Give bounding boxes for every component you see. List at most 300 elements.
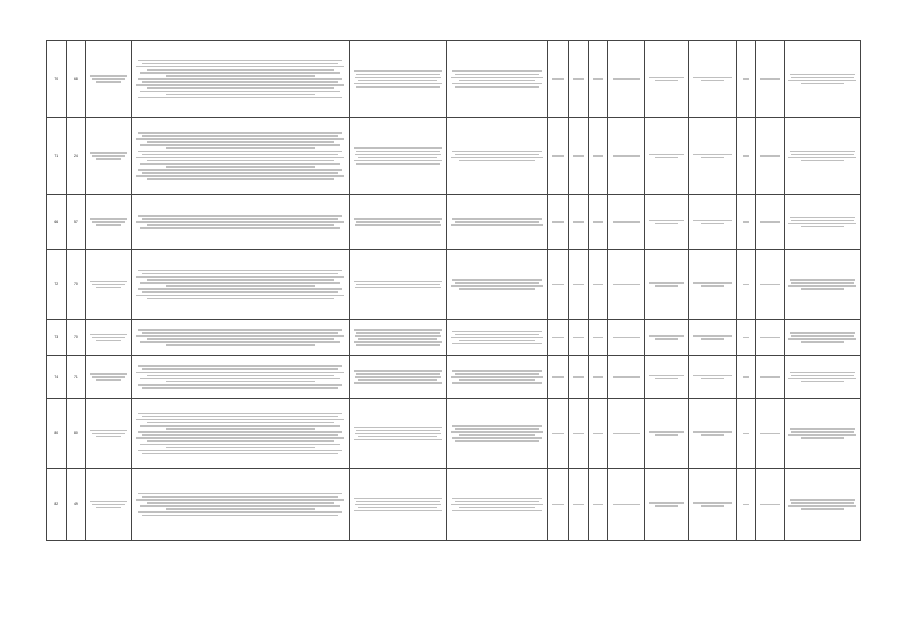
text-line [451,77,542,79]
text-line [147,338,334,340]
text-line [147,87,334,89]
route-id-cell [66,195,86,250]
text-line [801,508,844,510]
text-line [655,285,678,287]
text-line [92,337,125,339]
text-line [140,341,340,343]
text-line [354,329,442,331]
text-line [136,335,344,337]
text-line [147,279,334,281]
text-line [138,169,342,171]
text-line [701,378,725,380]
text-line [96,158,120,160]
text-line [136,66,344,68]
route-path-cell [131,469,349,541]
text-line [593,284,603,286]
text-line [455,501,539,503]
text-line [140,282,340,284]
vehicle-class-cell [688,356,736,399]
text-line [573,155,583,157]
stops-backward-cell [447,118,547,195]
text-line [452,83,541,85]
text-line [96,379,120,381]
table-row [47,250,861,320]
text-line [354,427,442,429]
carrier-cell [784,320,860,356]
text-line [693,154,732,156]
text-line [593,376,603,378]
text-line [655,338,678,340]
route-path-cell [131,320,349,356]
text-line [452,70,541,72]
text-line [790,499,856,501]
text-line [788,157,856,159]
text-line [354,370,442,372]
text-line [655,157,678,159]
text-line [358,338,437,340]
carrier-cell [784,399,860,469]
text-line [649,375,684,377]
length-total-cell [588,118,608,195]
text-line [760,337,780,339]
text-line [455,282,539,284]
text-line [355,224,441,226]
stop-type-cell [608,356,645,399]
vehicle-count-cell [736,118,756,195]
text-line [693,77,732,79]
text-line [743,155,749,157]
text-line [451,157,542,159]
schedule-type-cell [645,320,689,356]
stop-type-cell [608,320,645,356]
text-line [92,433,125,435]
text-line [455,334,539,336]
text-line [552,221,564,223]
route-path-cell [131,250,349,320]
text-line [166,344,315,346]
text-line [552,433,564,435]
vehicle-count-cell [736,399,756,469]
text-line [452,437,541,439]
text-line [452,425,541,427]
text-line [147,375,334,377]
text-line [358,507,437,509]
text-line [649,335,684,337]
length-backward-cell [569,250,589,320]
text-line [138,365,342,367]
text-line [354,281,442,283]
table-row [47,469,861,541]
row-number-cell [47,356,67,399]
row-number-cell [47,118,67,195]
text-line [90,152,127,154]
text-line [801,160,844,162]
route-name-cell [86,195,132,250]
text-line [356,373,440,375]
text-line [593,78,603,80]
text-line [96,81,120,83]
length-total-cell [588,469,608,541]
row-number: 73 [54,335,59,340]
text-line [655,80,678,82]
text-line [791,220,854,222]
text-line [136,295,344,297]
text-line [451,285,542,287]
text-line [613,337,640,339]
text-line [455,86,539,88]
text-line [92,155,125,157]
text-line [142,368,338,370]
text-line [136,138,344,140]
route-id: 70 [73,335,78,340]
stop-type-cell [608,195,645,250]
length-total-cell [588,41,608,118]
stops-forward-cell [349,195,447,250]
carrier-cell [784,250,860,320]
text-line [147,69,334,71]
text-line [354,218,442,220]
text-line [459,80,535,82]
text-line [613,284,640,286]
text-line [788,223,856,225]
stops-backward-cell [447,469,547,541]
text-line [573,433,583,435]
text-line [96,507,120,509]
text-line [90,373,127,375]
text-line [693,502,732,504]
vehicle-class-cell [688,250,736,320]
row-number: 74 [54,374,59,379]
text-line [801,437,844,439]
text-line [649,502,684,504]
text-line [356,151,440,153]
text-line [140,72,340,74]
text-line [138,493,342,495]
text-line [354,341,442,343]
route-id: 57 [73,219,78,224]
text-line [90,281,127,283]
length-total-cell [588,195,608,250]
text-line [613,78,640,80]
text-line [760,284,780,286]
text-line [354,70,442,72]
text-line [92,504,125,506]
text-line [791,282,854,284]
stops-backward-cell [447,41,547,118]
vehicle-count-cell [736,356,756,399]
text-line [356,221,440,223]
text-line [140,425,340,427]
row-number-cell [47,41,67,118]
text-line [138,97,342,99]
stop-type-cell [608,399,645,469]
text-line [459,434,535,436]
text-line [613,221,640,223]
text-line [90,75,127,77]
text-line [354,147,442,149]
length-total-cell [588,250,608,320]
text-line [96,436,120,438]
text-line [138,288,342,290]
text-line [356,430,440,432]
text-line [451,224,542,226]
route-name-cell [86,41,132,118]
text-line [140,91,340,93]
text-line [649,282,684,284]
text-line [452,510,541,512]
text-line [136,419,344,421]
text-line [356,332,440,334]
text-line [790,332,856,334]
text-line [142,387,338,389]
text-line [166,428,315,430]
length-backward-cell [569,399,589,469]
text-line [166,447,315,449]
start-date-cell [756,195,784,250]
text-line [140,227,340,229]
text-line [801,381,844,383]
text-line [142,496,338,498]
route-name-cell [86,356,132,399]
text-line [573,78,583,80]
length-forward-cell [547,41,569,118]
start-date-cell [756,320,784,356]
route-name-cell [86,399,132,469]
text-line [455,428,539,430]
text-line [90,430,127,432]
text-line [138,60,342,62]
text-line [701,338,725,340]
text-line [790,372,856,374]
text-line [138,78,342,80]
vehicle-class-cell [688,118,736,195]
text-line [354,498,442,500]
text-line [354,83,442,85]
route-name-cell [86,469,132,541]
start-date-cell [756,469,784,541]
text-line [701,505,725,507]
text-line [147,178,334,180]
text-line [801,83,844,85]
text-line [573,284,583,286]
text-line [649,77,684,79]
route-id-cell [66,320,86,356]
row-number-cell [47,469,67,541]
text-line [354,382,442,384]
text-line [613,155,640,157]
text-line [356,344,440,346]
text-line [452,151,541,153]
text-line [355,287,441,289]
text-line [166,166,315,168]
stops-forward-cell [349,399,447,469]
route-name-cell [86,320,132,356]
text-line [593,504,603,506]
schedule-type-cell [645,469,689,541]
document-page [46,40,861,600]
text-line [166,381,315,383]
text-line [701,157,725,159]
text-line [459,340,535,342]
table-row [47,195,861,250]
text-line [92,284,125,286]
text-line [138,215,342,217]
text-line [743,433,749,435]
text-line [356,163,440,165]
stops-backward-cell [447,195,547,250]
stop-type-cell [608,41,645,118]
route-id: 71 [73,374,78,379]
text-line [455,154,539,156]
text-line [452,218,541,220]
text-line [455,373,539,375]
text-line [790,151,856,153]
text-line [788,338,856,340]
route-id-cell [66,399,86,469]
text-line [760,155,780,157]
text-line [136,499,344,501]
length-forward-cell [547,195,569,250]
text-line [790,217,856,219]
text-line [138,384,342,386]
route-id-cell [66,469,86,541]
stops-backward-cell [447,250,547,320]
text-line [743,337,749,339]
text-line [147,502,334,504]
text-line [358,379,437,381]
stops-backward-cell [447,399,547,469]
text-line [142,515,338,517]
text-line [452,498,541,500]
text-line [693,282,732,284]
vehicle-count-cell [736,41,756,118]
route-id: 80 [73,431,78,436]
text-line [166,147,315,149]
carrier-cell [784,118,860,195]
text-line [791,335,854,337]
stops-forward-cell [349,320,447,356]
schedule-type-cell [645,118,689,195]
text-line [166,94,315,96]
stop-type-cell [608,118,645,195]
text-line [760,78,780,80]
text-line [790,74,856,76]
text-line [788,80,856,82]
text-line [791,502,854,504]
route-id: 68 [73,76,78,81]
vehicle-class-cell [688,320,736,356]
vehicle-class-cell [688,41,736,118]
row-number-cell [47,250,67,320]
text-line [358,436,437,438]
route-id-cell [66,356,86,399]
text-line [142,453,338,455]
text-line [573,376,583,378]
row-number: 71 [54,153,59,158]
table-row [47,118,861,195]
text-line [356,501,440,503]
text-line [655,223,678,225]
start-date-cell [756,399,784,469]
route-register-table [46,40,861,541]
length-backward-cell [569,41,589,118]
text-line [452,279,541,281]
text-line [358,157,437,159]
text-line [552,155,564,157]
text-line [136,276,344,278]
start-date-cell [756,356,784,399]
route-path-cell [131,41,349,118]
text-line [142,154,338,156]
table-row [47,356,861,399]
text-line [138,431,342,433]
text-line [760,504,780,506]
text-line [358,80,437,82]
text-line [147,440,334,442]
route-id: 49 [73,502,78,507]
vehicle-count-cell [736,250,756,320]
text-line [788,285,856,287]
text-line [96,340,120,342]
stops-backward-cell [447,320,547,356]
text-line [552,284,564,286]
text-line [354,439,442,441]
length-forward-cell [547,399,569,469]
text-line [355,433,441,435]
vehicle-count-cell [736,195,756,250]
route-name-cell [86,250,132,320]
text-line [552,376,564,378]
length-backward-cell [569,320,589,356]
text-line [791,77,854,79]
vehicle-count-cell [736,320,756,356]
text-line [801,226,844,228]
text-line [649,220,684,222]
vehicle-class-cell [688,469,736,541]
text-line [791,375,854,377]
stop-type-cell [608,250,645,320]
text-line [136,175,344,177]
carrier-cell [784,41,860,118]
text-line [655,505,678,507]
text-line [743,376,749,378]
text-line [147,160,334,162]
text-line [613,504,640,506]
text-line [693,431,732,433]
schedule-type-cell [645,41,689,118]
length-backward-cell [569,356,589,399]
text-line [147,224,334,226]
table-row [47,41,861,118]
text-line [136,372,344,374]
stops-forward-cell [349,41,447,118]
length-backward-cell [569,118,589,195]
text-line [142,416,338,418]
length-forward-cell [547,320,569,356]
text-line [92,78,125,80]
row-number: 70 [54,76,59,81]
text-line [355,335,441,337]
text-line [743,221,749,223]
text-line [649,431,684,433]
text-line [693,375,732,377]
text-line [701,80,725,82]
text-line [459,160,535,162]
text-line [655,434,678,436]
stops-forward-cell [349,356,447,399]
text-line [455,440,539,442]
text-line [743,504,749,506]
